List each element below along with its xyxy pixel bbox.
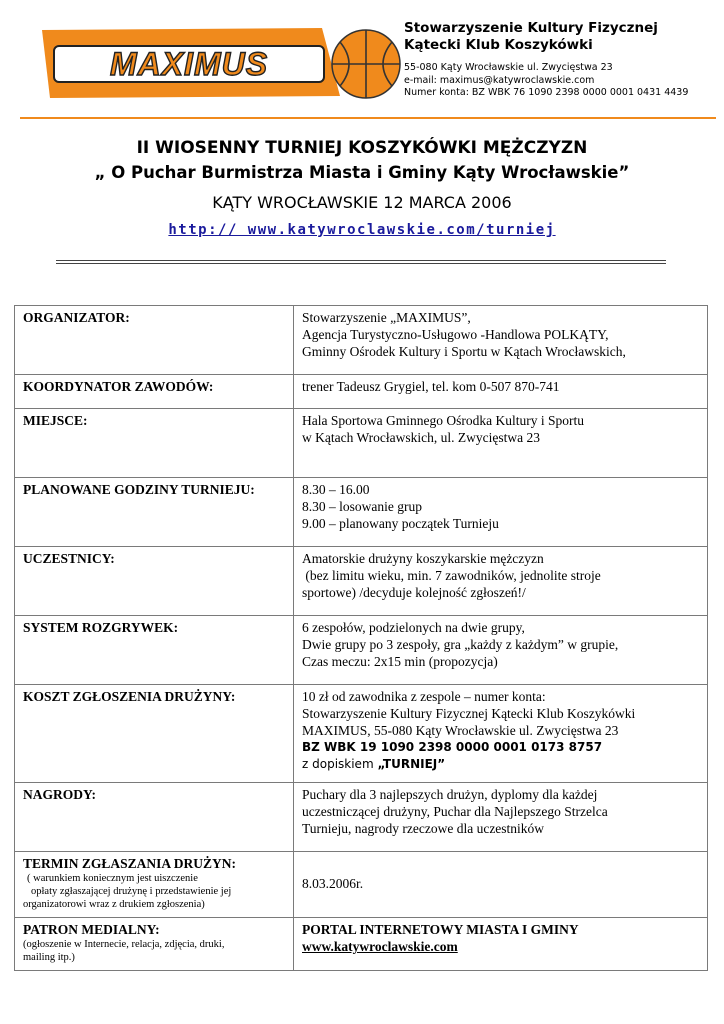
- value-line: Gminny Ośrodek Kultury i Sportu w Kątach Wrocławskich,: [302, 344, 626, 359]
- row-label-note: organizatorowi wraz z drukiem zgłoszenia): [23, 899, 205, 910]
- table-row: [15, 306, 708, 375]
- value-line: Amatorskie drużyny koszykarskie mężczyzn: [302, 551, 544, 566]
- table-row: [15, 375, 708, 409]
- tournament-place-date: KĄTY WROCŁAWSKIE 12 MARCA 2006: [212, 193, 512, 212]
- transfer-note-prefix: z dopiskiem: [302, 757, 378, 771]
- table-row: [15, 918, 708, 971]
- org-address: 55-080 Kąty Wrocławskie ul. Zwycięstwa 23: [404, 62, 613, 73]
- value-line: (bez limitu wieku, min. 7 zawodników, jednolite stroje: [302, 568, 601, 583]
- value-line: 6 zespołów, podzielonych na dwie grupy,: [302, 620, 525, 635]
- logo-text: MAXIMUS: [109, 46, 269, 82]
- row-value: [294, 306, 708, 375]
- org-account: Numer konta: BZ WBK 76 1090 2398 0000 0001 0431 4439: [404, 87, 689, 98]
- value-line: 8.30 – 16.00: [302, 482, 370, 497]
- transfer-note-word: „TURNIEJ”: [377, 757, 446, 771]
- row-label: KOSZT ZGŁOSZENIA DRUŻYNY:: [15, 685, 294, 783]
- table-row: [15, 685, 708, 783]
- organization-info: [404, 20, 688, 100]
- row-label: UCZESTNICY:: [15, 547, 294, 616]
- tournament-title: II WIOSENNY TURNIEJ KOSZYKÓWKI MĘŻCZYZN: [136, 138, 588, 158]
- row-value: [294, 547, 708, 616]
- value-line: 10 zł od zawodnika z zespole – numer konta:: [302, 689, 546, 704]
- table-row: [15, 616, 708, 685]
- row-value: [294, 375, 708, 409]
- value-line: MAXIMUS, 55-080 Kąty Wrocławskie ul. Zwycięstwa 23: [302, 723, 619, 738]
- row-label: MIEJSCE:: [15, 409, 294, 478]
- row-label: NAGRODY:: [15, 783, 294, 852]
- title-block: [0, 136, 724, 238]
- letterhead: [0, 0, 724, 118]
- value-line: uczestniczącej drużyny, Puchar dla Najlepszego Strzelca: [302, 804, 608, 819]
- row-label: KOORDYNATOR ZAWODÓW:: [15, 375, 294, 409]
- row-value: [294, 783, 708, 852]
- portal-name: PORTAL INTERNETOWY MIASTA I GMINY: [302, 922, 579, 937]
- table-row: [15, 409, 708, 478]
- row-label: [15, 852, 294, 918]
- table-row: [15, 783, 708, 852]
- value-line: sportowe) /decyduje kolejność zgłoszeń!/: [302, 585, 526, 600]
- row-label: ORGANIZATOR:: [15, 306, 294, 375]
- row-value: [294, 478, 708, 547]
- row-value: [294, 616, 708, 685]
- value-line: Czas meczu: 2x15 min (propozycja): [302, 654, 498, 669]
- org-name-line1: Stowarzyszenie Kultury Fizycznej: [404, 20, 658, 36]
- value-line: w Kątach Wrocławskich, ul. Zwycięstwa 23: [302, 430, 541, 445]
- value-line: Puchary dla 3 najlepszych drużyn, dyplomy dla każdej: [302, 787, 598, 802]
- value-line: 8.30 – losowanie grup: [302, 499, 422, 514]
- bank-account-number: BZ WBK 19 1090 2398 0000 0001 0173 8757: [302, 740, 603, 754]
- value-line: Stowarzyszenie Kultury Fizycznej Kątecki Klub Koszykówki: [302, 706, 636, 721]
- value-line: trener Tadeusz Grygiel, tel. kom 0-507 870-741: [302, 379, 560, 394]
- row-label-note: (ogłoszenie w Internecie, relacja, zdjęcia, druki,: [23, 939, 225, 950]
- row-label-note: mailing itp.): [23, 952, 75, 963]
- title-rule-bottom: [56, 263, 666, 264]
- row-label-text: PATRON MEDIALNY:: [23, 922, 160, 937]
- org-email: e-mail: maximus@katywroclawskie.com: [404, 74, 595, 86]
- tournament-subtitle: „ O Puchar Burmistrza Miasta i Gminy Kąty Wrocławskie”: [94, 163, 630, 182]
- row-label-note: opłaty zgłaszającej drużynę i przedstawienie jej: [31, 886, 232, 897]
- row-label-text: TERMIN ZGŁASZANIA DRUŻYN:: [23, 856, 237, 871]
- maximus-logo: [40, 20, 402, 106]
- row-label: SYSTEM ROZGRYWEK:: [15, 616, 294, 685]
- title-rule-top: [56, 260, 666, 261]
- table-row: [15, 547, 708, 616]
- value-line: Dwie grupy po 3 zespoły, gra „każdy z każdym” w grupie,: [302, 637, 619, 652]
- value-line: 9.00 – planowany początek Turnieju: [302, 516, 499, 531]
- tournament-url-link[interactable]: http:// www.katywroclawskie.com/turniej: [168, 222, 556, 238]
- row-label-note: ( warunkiem koniecznym jest uiszczenie: [27, 873, 198, 884]
- row-value: [294, 918, 708, 971]
- row-label: PLANOWANE GODZINY TURNIEJU:: [15, 478, 294, 547]
- row-value: [294, 852, 708, 918]
- row-value: [294, 685, 708, 783]
- value-line: Hala Sportowa Gminnego Ośrodka Kultury i Sportu: [302, 413, 584, 428]
- row-value: [294, 409, 708, 478]
- row-label: [15, 918, 294, 971]
- header-divider: [20, 117, 716, 119]
- basketball-icon: [332, 30, 400, 98]
- portal-link[interactable]: www.katywroclawskie.com: [302, 939, 458, 954]
- value-line: Turnieju, nagrody rzeczowe dla uczestników: [302, 821, 545, 836]
- tournament-info-table: [14, 305, 708, 971]
- transfer-note: [302, 756, 699, 773]
- value-line: 8.03.2006r.: [302, 875, 364, 891]
- table-row: [15, 852, 708, 918]
- value-line: Stowarzyszenie „MAXIMUS”,: [302, 310, 471, 325]
- org-name-line2: Kątecki Klub Koszykówki: [404, 37, 593, 53]
- value-line: Agencja Turystyczno-Usługowo -Handlowa POLKĄTY,: [302, 327, 609, 342]
- table-row: [15, 478, 708, 547]
